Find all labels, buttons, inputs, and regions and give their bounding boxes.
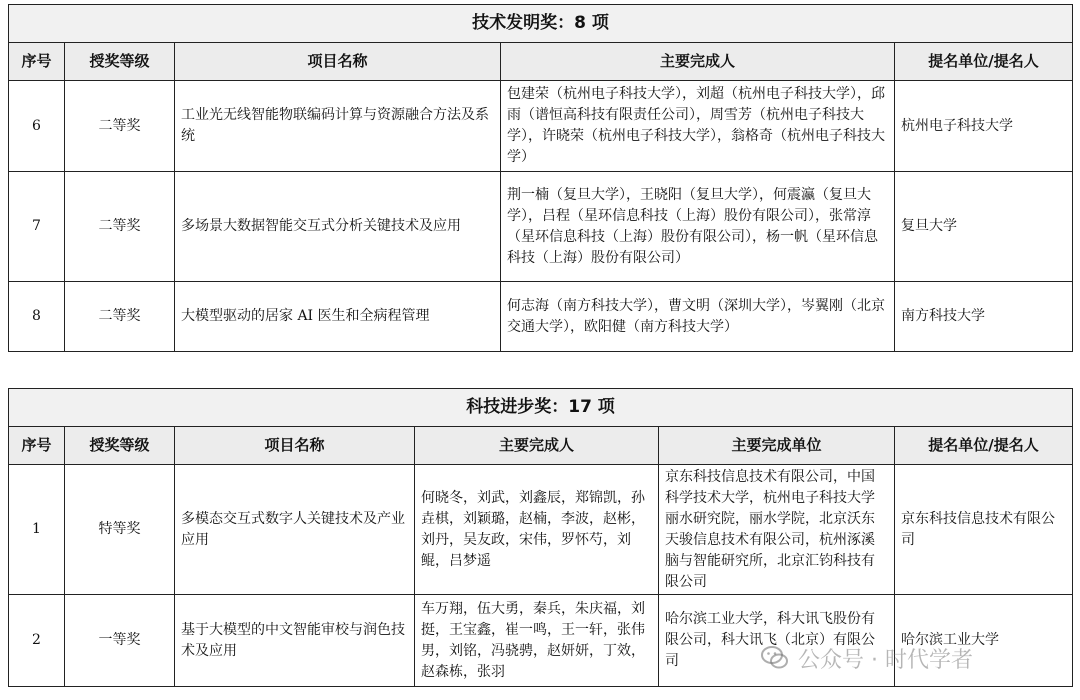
cell-nominator: 京东科技信息技术有限公司 bbox=[895, 465, 1073, 595]
cell-main-units: 哈尔滨工业大学，科大讯飞股份有限公司，科大讯飞（北京）有限公司 bbox=[659, 595, 895, 687]
cell-project-name: 多场景大数据智能交互式分析关键技术及应用 bbox=[175, 172, 501, 282]
cell-main-contributors: 何晓冬，刘武，刘鑫辰，郑锦凯，孙垚棋，刘颖璐，赵楠，李波，赵彬，刘丹，吴友政，宋伟，罗怀芍，刘鲲，吕梦遥 bbox=[415, 465, 659, 595]
cell-nominator: 复旦大学 bbox=[895, 172, 1073, 282]
header-main-contributors: 主要完成人 bbox=[501, 43, 895, 81]
header-nominator: 提名单位/提名人 bbox=[895, 43, 1073, 81]
sci-tech-progress-award-table bbox=[8, 388, 1073, 687]
cell-main-contributors: 何志海（南方科技大学），曹文明（深圳大学），岑翼刚（北京交通大学），欧阳健（南方科技大学） bbox=[501, 282, 895, 352]
table-row bbox=[9, 465, 1073, 595]
header-project-name: 项目名称 bbox=[175, 43, 501, 81]
cell-award-level: 二等奖 bbox=[65, 172, 175, 282]
cell-main-contributors: 荆一楠（复旦大学），王晓阳（复旦大学），何震瀛（复旦大学），吕程（星环信息科技（上海）股份有限公司），张常淳（星环信息科技（上海）股份有限公司），杨一帆（星环信息科技（上海）股份有限公司） bbox=[501, 172, 895, 282]
table-title: 技术发明奖：8 项 bbox=[9, 5, 1073, 43]
table-row bbox=[9, 172, 1073, 282]
cell-main-contributors: 车万翔，伍大勇，秦兵，朱庆福，刘挺，王宝鑫，崔一鸣，王一轩，张伟男，刘铭，冯骁骋，赵妍妍，丁效，赵森栋，张羽 bbox=[415, 595, 659, 687]
cell-serial: 1 bbox=[9, 465, 65, 595]
cell-main-contributors: 包建荣（杭州电子科技大学），刘超（杭州电子科技大学），邱雨（谱恒高科技有限责任公司），周雪芳（杭州电子科技大学），许晓荣（杭州电子科技大学），翁格奇（杭州电子科技大学） bbox=[501, 81, 895, 172]
table-title: 科技进步奖：17 项 bbox=[9, 389, 1073, 427]
table-header-row bbox=[9, 427, 1073, 465]
cell-award-level: 二等奖 bbox=[65, 282, 175, 352]
cell-serial: 8 bbox=[9, 282, 65, 352]
header-main-units: 主要完成单位 bbox=[659, 427, 895, 465]
cell-nominator: 南方科技大学 bbox=[895, 282, 1073, 352]
table-row bbox=[9, 81, 1073, 172]
cell-project-name: 基于大模型的中文智能审校与润色技术及应用 bbox=[175, 595, 415, 687]
table-row bbox=[9, 282, 1073, 352]
table-header-row bbox=[9, 43, 1073, 81]
cell-project-name: 大模型驱动的居家 AI 医生和全病程管理 bbox=[175, 282, 501, 352]
header-award-level: 授奖等级 bbox=[65, 43, 175, 81]
cell-project-name: 多模态交互式数字人关键技术及产业应用 bbox=[175, 465, 415, 595]
cell-main-units: 京东科技信息技术有限公司，中国科学技术大学，杭州电子科技大学丽水研究院，丽水学院，北京沃东天骏信息技术有限公司，杭州涿溪脑与智能研究所，北京汇钧科技有限公司 bbox=[659, 465, 895, 595]
cell-serial: 6 bbox=[9, 81, 65, 172]
table-row bbox=[9, 595, 1073, 687]
cell-nominator: 杭州电子科技大学 bbox=[895, 81, 1073, 172]
cell-award-level: 一等奖 bbox=[65, 595, 175, 687]
header-nominator: 提名单位/提名人 bbox=[895, 427, 1073, 465]
header-main-contributors: 主要完成人 bbox=[415, 427, 659, 465]
cell-serial: 7 bbox=[9, 172, 65, 282]
cell-serial: 2 bbox=[9, 595, 65, 687]
header-serial: 序号 bbox=[9, 427, 65, 465]
cell-project-name: 工业光无线智能物联编码计算与资源融合方法及系统 bbox=[175, 81, 501, 172]
header-project-name: 项目名称 bbox=[175, 427, 415, 465]
cell-nominator: 哈尔滨工业大学 bbox=[895, 595, 1073, 687]
technical-invention-award-table bbox=[8, 4, 1073, 352]
header-award-level: 授奖等级 bbox=[65, 427, 175, 465]
cell-award-level: 特等奖 bbox=[65, 465, 175, 595]
header-serial: 序号 bbox=[9, 43, 65, 81]
cell-award-level: 二等奖 bbox=[65, 81, 175, 172]
watermark-text: 公众号 · 时代学者 bbox=[798, 647, 973, 673]
